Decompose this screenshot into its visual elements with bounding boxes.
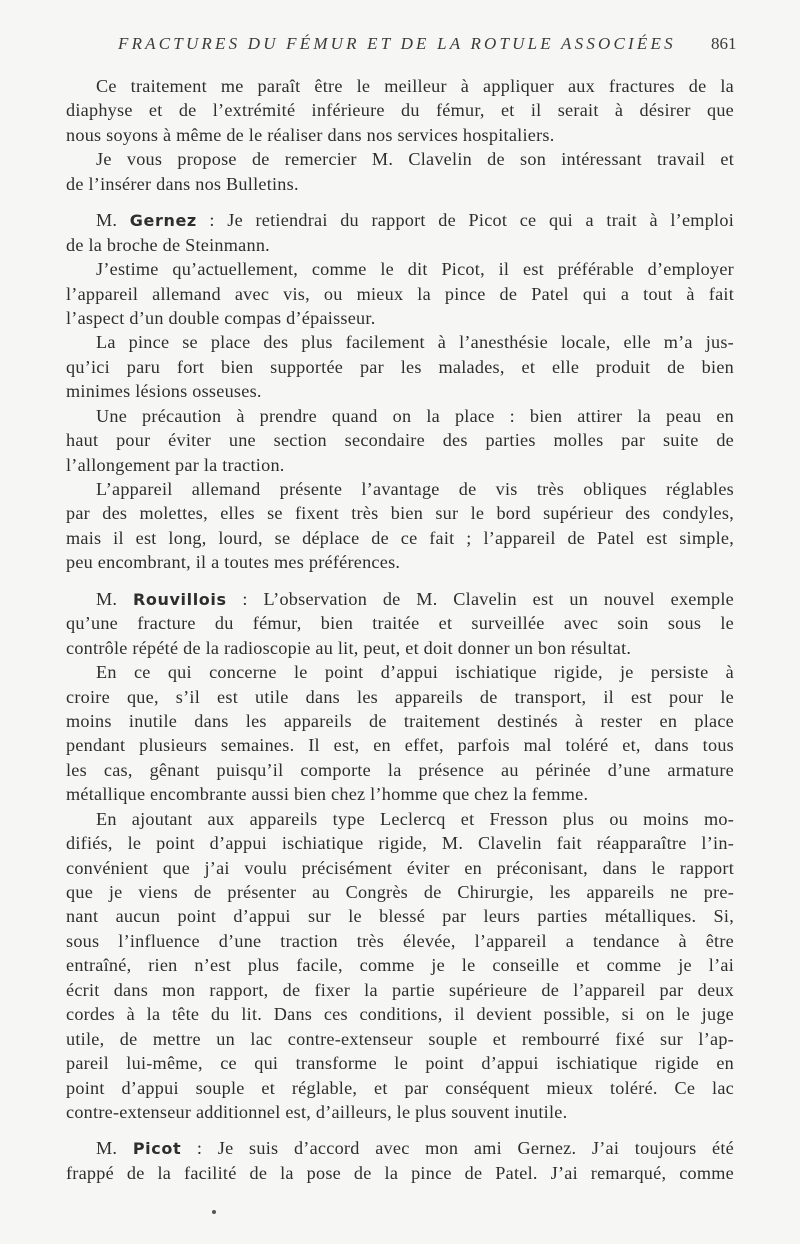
text-line	[66, 978, 734, 1002]
line-text: L’appareil allemand présente l’avantage de vis très obliques réglables	[96, 479, 734, 499]
text-line	[66, 526, 734, 550]
line-text: contre-extenseur additionnel est, d’ailleurs, le plus souvent inutile.	[66, 1101, 568, 1122]
line-text: de l’insérer dans nos Bulletins.	[66, 173, 299, 194]
text-line	[66, 709, 734, 733]
text-line	[66, 379, 734, 403]
line-text: peu encombrant, il a toutes mes préférences.	[66, 552, 401, 573]
line-text: cordes à la tête du lit. Dans ces conditions, il devient possible, si on le juge	[66, 1004, 734, 1025]
line-text: Ce traitement me paraît être le meilleur à appliquer aux fractures de la	[96, 76, 734, 96]
line-text: l’appareil allemand avec vis, ou mieux la pince de Patel qui a tout à fait	[66, 283, 734, 304]
text-line	[66, 831, 734, 855]
text-line	[66, 1076, 734, 1100]
text-line	[66, 477, 734, 501]
text-line	[66, 856, 734, 880]
line-text: qu’une fracture du fémur, bien traitée et surveillée avec soin sous le	[66, 613, 734, 634]
text-line	[66, 550, 734, 574]
line-text: qu’ici paru fort bien supportée par les malades, et elle produit de bien	[66, 356, 734, 377]
text-line	[66, 953, 734, 977]
text-line	[66, 636, 734, 660]
text-line	[66, 306, 734, 330]
line-text: La pince se place des plus facilement à l’anesthésie locale, elle m’a jus-	[96, 332, 734, 353]
line-text: J’estime qu’actuellement, comme le dit Picot, il est préférable d’employer	[96, 259, 734, 280]
line-text: pareil lui-même, ce qui transforme le point d’appui ischiatique rigide en	[66, 1053, 734, 1074]
line-text: mais il est long, lourd, se déplace de ce fait ; l’appareil de Patel est simple,	[66, 527, 734, 548]
text-line	[66, 807, 734, 831]
line-text: écrit dans mon rapport, de fixer la partie supérieure de l’appareil par deux	[66, 979, 734, 1000]
speaker-prefix: M.	[96, 588, 133, 609]
line-text: sous l’influence d’une traction très élevée, l’appareil a tendance à être	[66, 930, 734, 951]
body-text	[66, 74, 734, 1185]
line-text: diaphyse et de l’extrémité inférieure du fémur, et il serait à désirer que	[66, 100, 734, 121]
line-text: que je viens de présenter au Congrès de Chirurgie, les appareils ne pre-	[66, 882, 734, 902]
line-text: les cas, gênant puisqu’il comporte la présence au périnée d’une armature	[66, 759, 734, 780]
line-text: croire que, s’il est utile dans les appareils de transport, il est pour le	[66, 686, 734, 707]
line-text: En ce qui concerne le point d’appui ischiatique rigide, je persiste à	[96, 662, 734, 683]
speaker-name: Gernez	[129, 211, 197, 231]
running-title: FRACTURES DU FÉMUR ET DE LA ROTULE ASSOCIÉES	[118, 34, 676, 53]
text-line	[66, 611, 734, 635]
paragraph-gap	[66, 196, 734, 208]
paragraph-gap	[66, 575, 734, 587]
text-line	[66, 172, 734, 196]
line-text: l’aspect d’un double compas d’épaisseur.	[66, 307, 376, 328]
text-line	[66, 123, 734, 147]
text-line	[66, 453, 734, 477]
text-line	[66, 501, 734, 525]
line-text: Une précaution à prendre quand on la place : bien attirer la peau en	[96, 405, 734, 426]
text-line	[66, 904, 734, 928]
speaker-name: Rouvillois	[133, 589, 227, 609]
line-text: utile, de mettre un lac contre-extenseur souple et rembourré fixé sur l’ap-	[66, 1028, 734, 1049]
line-text: nous soyons à même de le réaliser dans nos services hospitaliers.	[66, 124, 555, 145]
text-line	[66, 428, 734, 452]
line-text: moins inutile dans les appareils de traitement destinés à rester en place	[66, 710, 734, 731]
text-line	[66, 257, 734, 281]
text-line	[66, 685, 734, 709]
line-text: difiés, le point d’appui ischiatique rigide, M. Clavelin fait réapparaître l’in-	[66, 833, 734, 854]
line-text: entraîné, rien n’est plus facile, comme je le conseille et comme je l’ai	[66, 955, 734, 976]
text-line	[66, 758, 734, 782]
text-line	[66, 782, 734, 806]
speaker-line	[66, 1136, 734, 1160]
text-line	[66, 74, 734, 98]
line-text: haut pour éviter une section secondaire des parties molles par suite de	[66, 430, 734, 451]
text-line	[66, 355, 734, 379]
line-text: métallique encombrante aussi bien chez l’homme que chez la femme.	[66, 784, 589, 805]
ink-speck	[212, 1210, 216, 1214]
line-text: l’allongement par la traction.	[66, 454, 285, 475]
text-line	[66, 660, 734, 684]
text-line	[66, 733, 734, 757]
line-text: point d’appui souple et réglable, et par conséquent mieux toléré. Ce lac	[66, 1077, 734, 1098]
line-text: Je vous propose de remercier M. Clavelin de son intéressant travail et	[96, 149, 734, 170]
line-text: pendant plusieurs semaines. Il est, en effet, parfois mal toléré et, dans tous	[66, 735, 734, 756]
line-text: convénient que j’ai voulu précisément éviter en préconisant, dans le rapport	[66, 857, 734, 878]
text-line	[66, 233, 734, 257]
line-text: nant aucun point d’appui sur le blessé par leurs parties métalliques. Si,	[66, 906, 734, 927]
line-text: frappé de la facilité de la pose de la pince de Patel. J’ai remarqué, comme	[66, 1162, 734, 1183]
text-line	[66, 1051, 734, 1075]
line-text: par des molettes, elles se fixent très bien sur le bord supérieur des condyles,	[66, 503, 734, 524]
text-line	[66, 1002, 734, 1026]
text-line	[66, 147, 734, 171]
text-line	[66, 880, 734, 904]
page-number: 861	[711, 34, 737, 53]
paragraph-gap	[66, 1124, 734, 1136]
text-line	[66, 282, 734, 306]
line-text: minimes lésions osseuses.	[66, 381, 262, 402]
text-line	[66, 404, 734, 428]
speaker-name: Picot	[132, 1139, 182, 1159]
text-line	[66, 929, 734, 953]
speaker-line	[66, 587, 734, 611]
text-line	[66, 330, 734, 354]
line-text: contrôle répété de la radioscopie au lit, peut, et doit donner un bon résultat.	[66, 637, 632, 658]
text-line	[66, 1100, 734, 1124]
line-text: En ajoutant aux appareils type Leclercq et Fresson plus ou moins mo-	[96, 808, 734, 829]
speaker-line	[66, 208, 734, 232]
text-line	[66, 98, 734, 122]
speaker-prefix: M.	[96, 1138, 133, 1159]
line-text: de la broche de Steinmann.	[66, 234, 270, 255]
speaker-prefix: M.	[96, 210, 130, 231]
line-text: : Je retiendrai du rapport de Picot ce qui a trait à l’emploi	[196, 210, 734, 231]
line-text: : L’observation de M. Clavelin est un nouvel exemple	[226, 588, 734, 609]
text-line	[66, 1161, 734, 1185]
text-line	[66, 1027, 734, 1051]
line-text: : Je suis d’accord avec mon ami Gernez. J’ai toujours été	[181, 1138, 734, 1159]
